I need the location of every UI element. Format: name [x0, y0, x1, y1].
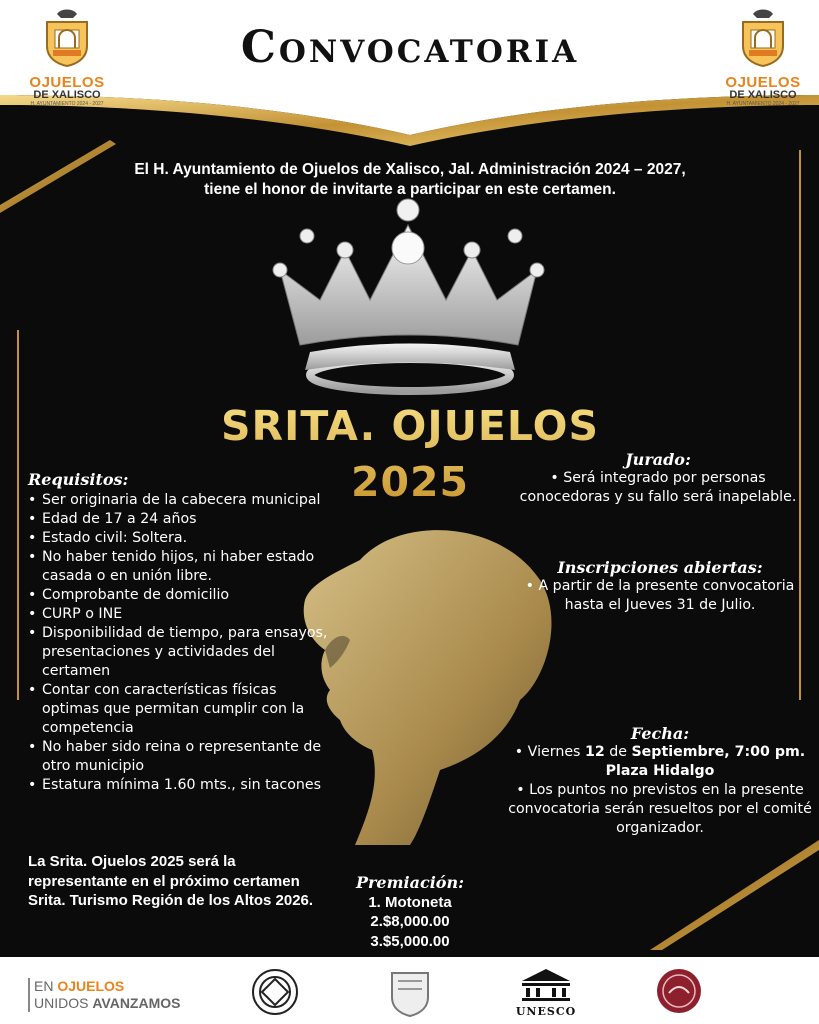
- list-item: • CURP o INE: [28, 605, 333, 624]
- slogan-highlight: AVANZAMOS: [92, 995, 181, 1011]
- jury-heading: Jurado:: [625, 450, 691, 469]
- list-item: • Ser originaria de la cabecera municipal: [28, 491, 333, 510]
- date-mid: de: [604, 744, 632, 760]
- date-section: [500, 724, 819, 838]
- date-day: 12: [584, 744, 605, 760]
- prizes-heading: Premiación:: [355, 873, 465, 892]
- prizes-section: [340, 873, 480, 951]
- coat-of-arms-icon: [739, 8, 787, 68]
- header: [0, 0, 819, 135]
- logo-name: OJUELOS: [29, 74, 105, 91]
- page-title: Convocatoria: [240, 22, 580, 73]
- list-item: • Comprobante de domicilio: [28, 586, 333, 605]
- slogan: [28, 978, 181, 1012]
- list-item: • Contar con características físicas optimas que permitan cumplir con la competencia: [28, 681, 333, 738]
- logo-name: OJUELOS: [725, 74, 801, 91]
- world-heritage-emblem-icon: [250, 967, 300, 1017]
- prize-item: 1. Motoneta: [368, 893, 452, 911]
- requirements-list: [28, 491, 333, 795]
- list-item: • No haber sido reina o representante de otro municipio: [28, 738, 333, 776]
- date-line: [500, 743, 819, 762]
- list-item: • Estado civil: Soltera.: [28, 529, 333, 548]
- registration-heading: Inscripciones abiertas:: [557, 558, 763, 577]
- ojuelos-logo-right: [708, 8, 818, 108]
- prize-item: 3.$5,000.00: [370, 932, 450, 950]
- slogan-highlight: OJUELOS: [57, 978, 125, 994]
- coat-of-arms-icon: [43, 8, 91, 68]
- intro-text: [80, 160, 740, 200]
- jury-section: [508, 450, 808, 507]
- slogan-part: UNIDOS: [34, 995, 93, 1011]
- event-title-line-2: 2025: [350, 458, 470, 506]
- list-item: • No haber tenido hijos, ni haber estado casada o en unión libre.: [28, 548, 333, 586]
- unesco-label: UNESCO: [515, 1005, 577, 1018]
- requirements-section: [28, 470, 333, 795]
- jalisco-coat-of-arms-icon: [388, 967, 432, 1017]
- list-item: • Disponibilidad de tiempo, para ensayos, presentaciones y actividades del certamen: [28, 624, 333, 681]
- logo-subtitle: DE XALISCO: [729, 89, 797, 101]
- registration-text: • A partir de la presente convocatoria hasta el Jueves 31 de Julio.: [525, 578, 795, 613]
- logo-subtitle: DE XALISCO: [33, 89, 101, 101]
- list-item: • Estatura mínima 1.60 mts., sin tacones: [28, 776, 333, 795]
- date-note: • Los puntos no previstos en la presente convocatoria serán resueltos por el comité organizador.: [508, 782, 812, 836]
- red-seal-icon: [655, 967, 703, 1015]
- intro-line-2: tiene el honor de invitarte a participar en este certamen.: [204, 181, 616, 198]
- crown-illustration: [273, 199, 544, 391]
- registration-section: [510, 558, 810, 615]
- ojuelos-logo-left: [12, 8, 122, 108]
- prize-item: 2.$8,000.00: [370, 913, 450, 930]
- logo-admin: H. AYUNTAMIENTO 2024 - 2027: [726, 101, 800, 107]
- footer: [0, 957, 819, 1024]
- slogan-part: EN: [34, 978, 58, 994]
- intro-line-1: El H. Ayuntamiento de Ojuelos de Xalisco, Jal. Administración 2024 – 2027,: [134, 161, 686, 178]
- jury-text: • Será integrado por personas conocedoras y su fallo será inapelable.: [519, 470, 797, 505]
- list-item: • Edad de 17 a 24 años: [28, 510, 333, 529]
- requirements-heading: Requisitos:: [28, 470, 129, 489]
- closing-statement: La Srita. Ojuelos 2025 será la representante en el próximo certamen Srita. Turismo Región de los Altos 2026.: [28, 853, 314, 909]
- event-place: Plaza Hidalgo: [605, 763, 715, 779]
- logo-admin: H. AYUNTAMIENTO 2024 - 2027: [30, 101, 104, 107]
- date-prefix: • Viernes: [514, 744, 585, 760]
- unesco-logo: [515, 967, 577, 1018]
- unesco-temple-icon: [518, 967, 574, 1001]
- date-heading: Fecha:: [630, 724, 690, 743]
- event-title-line-1: SRITA. OJUELOS: [221, 402, 599, 450]
- date-month-time: Septiembre, 7:00 pm.: [631, 744, 806, 760]
